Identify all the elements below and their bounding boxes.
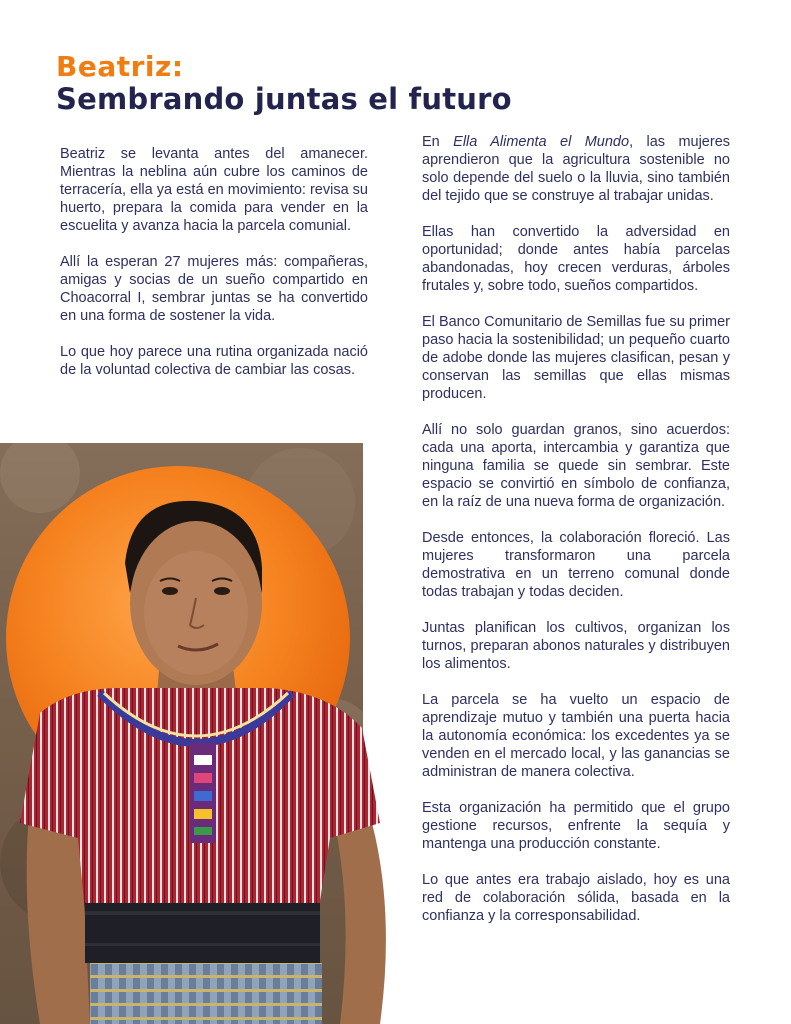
paragraph: En Ella Alimenta el Mundo, las mujeres aprendieron que la agricultura sostenible no solo depende del suelo o la lluvia, sino también del tejido que se construye al trabajar unidas. xyxy=(422,134,731,204)
paragraph: Beatriz se levanta antes del amanecer. Mientras la neblina aún cubre los caminos de terracería, ella ya está en movimiento: revisa su huerto, prepara la comida para vender en la escuelita y avanza hacia la parcela comunial. xyxy=(60,146,368,234)
portrait-photo xyxy=(0,443,400,1024)
article-header xyxy=(56,52,512,116)
paragraph: Lo que hoy parece una rutina organizada nació de la voluntad colectiva de cambiar las cosas. xyxy=(60,344,368,378)
article-title: Sembrando juntas el futuro xyxy=(56,82,512,116)
left-text-column xyxy=(60,145,368,397)
paragraph: Esta organización ha permitido que el grupo gestione recursos, enfrente la sequía y mantenga una producción constante. xyxy=(422,800,730,852)
program-name: Ella Alimenta el Mundo xyxy=(453,134,630,150)
paragraph: Lo que antes era trabajo aislado, hoy es una red de colaboración sólida, basada en la confianza y la corresponsabilidad. xyxy=(422,872,730,924)
paragraph: Desde entonces, la colaboración floreció. Las mujeres transformaron una parcela demostrativa en un terreno comunal donde todas trabajan y todas deciden. xyxy=(422,530,730,600)
paragraph: La parcela se ha vuelto un espacio de aprendizaje mutuo y también una puerta hacia la autonomía económica: los excedentes ya se venden en el mercado local, y las ganancias se administran de manera colectiva. xyxy=(422,692,730,780)
paragraph: El Banco Comunitario de Semillas fue su primer paso hacia la sostenibilidad; un pequeño cuarto de adobe donde las mujeres clasifican, pesan y conservan las semillas que ellas mismas producen. xyxy=(422,314,730,402)
subject-name: Beatriz: xyxy=(56,50,184,83)
paragraph: Juntas planifican los cultivos, organizan los turnos, preparan abonos naturales y distribuyen los alimentos. xyxy=(422,620,730,672)
right-text-column xyxy=(422,133,730,943)
paragraph: Ellas han convertido la adversidad en oportunidad; donde antes había parcelas abandonadas, hoy crecen verduras, árboles frutales y, sobre todo, sueños compartidos. xyxy=(422,224,730,294)
paragraph: Allí la esperan 27 mujeres más: compañeras, amigas y socias de un sueño compartido en Choacorral I, sembrar juntas se ha convertido en una forma de sostener la vida. xyxy=(60,254,368,324)
paragraph: Allí no solo guardan granos, sino acuerdos: cada una aporta, intercambia y garantiza que ninguna familia se quede sin sembrar. Este espacio se convirtió en símbolo de confianza, en la raíz de una nueva forma de organización. xyxy=(422,422,730,510)
